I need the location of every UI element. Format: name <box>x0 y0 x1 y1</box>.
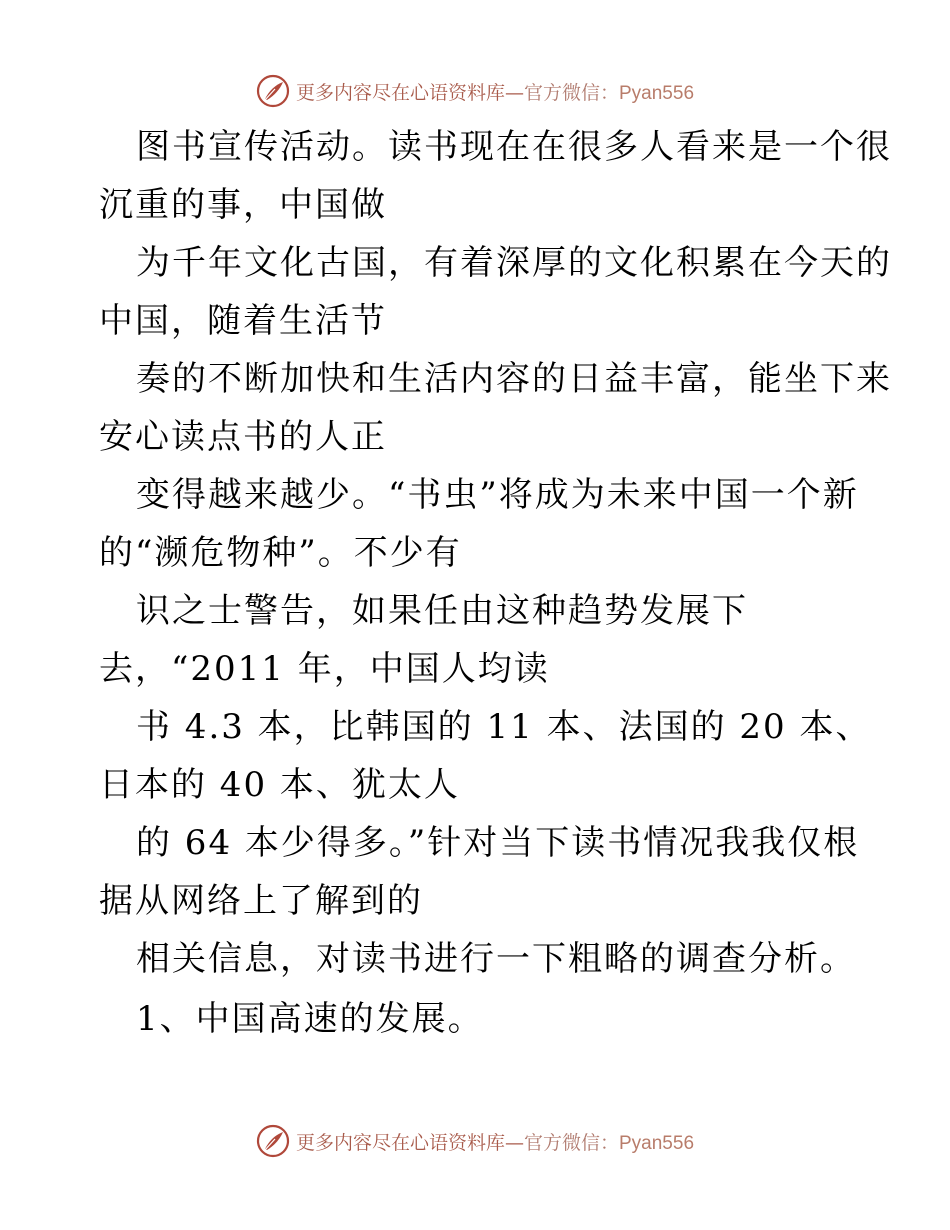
watermark-text <box>296 1128 694 1155</box>
body-line-1: 图书宣传活动。读书现在在很多人看来是一个很 <box>136 127 892 167</box>
watermark-handle: Pyan556 <box>619 82 695 104</box>
body-line-3: 为千年文化古国，有着深厚的文化积累在今天的 <box>136 243 892 283</box>
watermark-handle: Pyan556 <box>619 1132 695 1154</box>
watermark-dash: — <box>504 1131 524 1154</box>
watermark-wechat-label: 官方微信： <box>523 81 619 104</box>
body-line-12: 日本的 40 本、犹太人 <box>99 765 460 805</box>
body-line-7: 变得越来越少。“书虫”将成为未来中国一个新 <box>136 475 859 515</box>
body-line-10: 去，“2011 年，中国人均读 <box>99 649 550 689</box>
body-line-16: 1、中国高速的发展。 <box>136 999 484 1039</box>
feather-pen-logo-icon <box>256 1124 290 1158</box>
body-line-5: 奏的不断加快和生活内容的日益丰富，能坐下来 <box>136 359 892 399</box>
header-watermark-banner <box>0 71 950 111</box>
watermark-wechat-label: 官方微信： <box>523 1131 619 1154</box>
body-line-2: 沉重的事，中国做 <box>99 185 387 225</box>
body-line-6: 安心读点书的人正 <box>99 417 387 457</box>
body-line-4: 中国，随着生活节 <box>99 301 387 341</box>
body-line-13: 的 64 本少得多。”针对当下读书情况我我仅根 <box>136 823 860 863</box>
body-line-11: 书 4.3 本，比韩国的 11 本、法国的 20 本、 <box>136 707 872 747</box>
watermark-main: 更多内容尽在心语资料库 <box>295 81 505 104</box>
feather-pen-logo-icon <box>256 74 290 108</box>
watermark-dash: — <box>504 81 524 104</box>
footer-watermark-banner <box>0 1121 950 1161</box>
watermark-main: 更多内容尽在心语资料库 <box>295 1131 505 1154</box>
body-line-8: 的“濒危物种”。不少有 <box>99 533 462 573</box>
watermark-text <box>296 78 694 105</box>
body-line-14: 据从网络上了解到的 <box>99 881 423 921</box>
body-line-15: 相关信息，对读书进行一下粗略的调查分析。 <box>136 939 856 979</box>
body-line-9: 识之士警告，如果任由这种趋势发展下 <box>136 591 748 631</box>
